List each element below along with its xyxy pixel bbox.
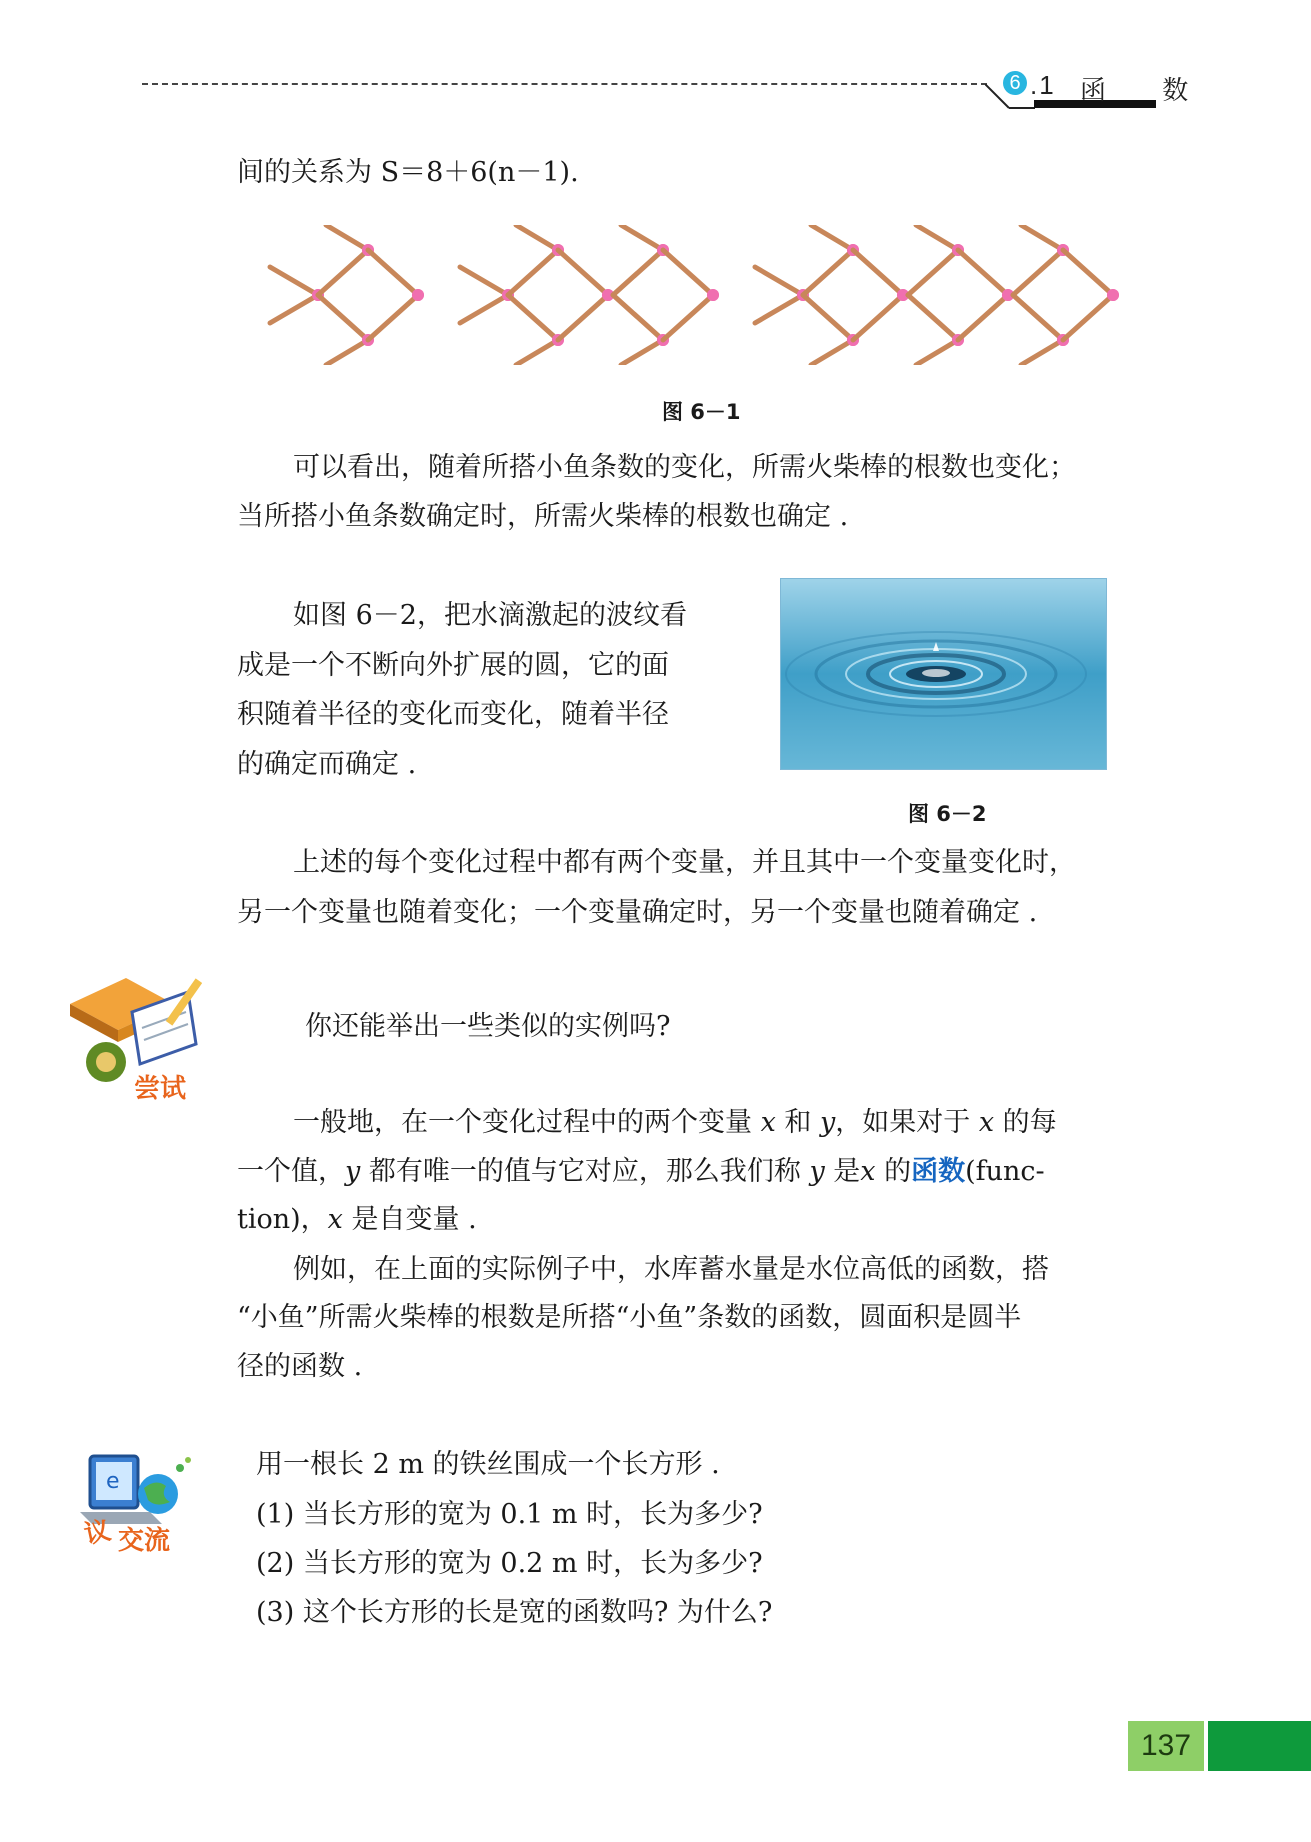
matchstick [803,295,853,340]
matchstick [916,340,958,365]
matchstick [558,295,608,340]
matchstick [1021,340,1063,365]
para-top: 间的关系为 S＝8＋6(n－1). [237,157,579,188]
matchstick [958,250,1008,295]
matchstick [318,295,368,340]
page-number-bar [1208,1721,1311,1771]
exchange-question-3: (3) 这个长方形的长是宽的函数吗? 为什么? [256,1597,773,1628]
para-ripple-line1: 如图 6－2，把水滴激起的波纹看 [293,600,687,631]
para-fish-line1: 可以看出，随着所搭小鱼条数的变化，所需火柴棒的根数也变化； [293,452,1076,483]
match-head [1107,289,1119,301]
match-head [707,289,719,301]
exchange-intro: 用一根长 2 m 的铁丝围成一个长方形 . [256,1449,720,1480]
exchange-question-1: (1) 当长方形的宽为 0.1 m 时，长为多少? [256,1499,763,1530]
exchange-label-b: 交流 [118,1526,171,1556]
matchstick [613,250,663,295]
try-question: 你还能举出一些类似的实例吗? [305,1011,671,1042]
matchstick [318,250,368,295]
matchstick [916,225,958,250]
section-number-badge: 6 [1003,71,1027,95]
exchange-question-2: (2) 当长方形的宽为 0.2 m 时，长为多少? [256,1548,763,1579]
svg-text:e: e [106,1469,120,1494]
matchstick [1063,250,1113,295]
matchstick [270,295,318,323]
matchstick [853,250,903,295]
para-ripple-line3: 积随着半径的变化而变化，随着半径 [237,699,669,730]
exchange-label-a: 议 [81,1515,114,1551]
para-fish-line2: 当所搭小鱼条数确定时，所需火柴棒的根数也确定 . [237,501,849,532]
definition-line1: 一般地，在一个变化过程中的两个变量 x 和 y，如果对于 x 的每 [293,1107,1057,1138]
matchstick [811,225,853,250]
matchstick [908,250,958,295]
keyword-function: 函数 [911,1156,966,1187]
matchstick [621,225,663,250]
matchstick [1013,295,1063,340]
matchstick [460,295,508,323]
matchstick [811,340,853,365]
water-ripple-photo [780,578,1107,770]
matchstick [755,267,803,295]
matchstick [508,295,558,340]
example-line2: “小鱼”所需火柴棒的根数是所搭“小鱼”条数的函数，圆面积是圆半 [237,1302,1022,1333]
matchstick [908,295,958,340]
matchstick [663,295,713,340]
matchstick [368,295,418,340]
section-title: 函 数 [1080,76,1213,106]
matchstick [958,295,1008,340]
example-line1: 例如，在上面的实际例子中，水库蓄水量是水位高低的函数，搭 [293,1254,1049,1285]
matchstick [326,225,368,250]
figure-6-1-caption: 图 6－1 [662,400,741,424]
matchstick [460,267,508,295]
figure-6-2-caption: 图 6－2 [908,802,987,826]
matchstick [663,250,713,295]
matchstick [755,295,803,323]
matchstick [1021,225,1063,250]
figure-6-1-matchstick-fish [260,225,1140,365]
matchstick [516,340,558,365]
match-head [412,289,424,301]
matchstick [803,250,853,295]
matchstick [270,267,318,295]
try-label: 尝试 [134,1074,187,1104]
matchstick [558,250,608,295]
matchstick [853,295,903,340]
matchstick [1063,295,1113,340]
header-dashed-rule [142,83,987,85]
matchstick [508,250,558,295]
matchstick [613,295,663,340]
page-number: 137 [1128,1721,1204,1771]
matchstick [621,340,663,365]
definition-line2: 一个值，y 都有唯一的值与它对应，那么我们称 y 是x 的函数(func- [237,1156,1045,1187]
para-vars-line1: 上述的每个变化过程中都有两个变量，并且其中一个变量变化时， [293,847,1076,878]
section-number-suffix: .1 [1030,70,1056,100]
matchstick [326,340,368,365]
para-ripple-line4: 的确定而确定 . [237,749,417,780]
matchstick [1013,250,1063,295]
definition-line3: tion)，x 是自变量 . [237,1204,477,1235]
matchstick [368,250,418,295]
para-vars-line2: 另一个变量也随着变化；一个变量确定时，另一个变量也随着确定 . [237,897,1038,928]
example-line3: 径的函数 . [237,1351,363,1382]
matchstick [516,225,558,250]
para-ripple-line2: 成是一个不断向外扩展的圆，它的面 [237,650,669,681]
